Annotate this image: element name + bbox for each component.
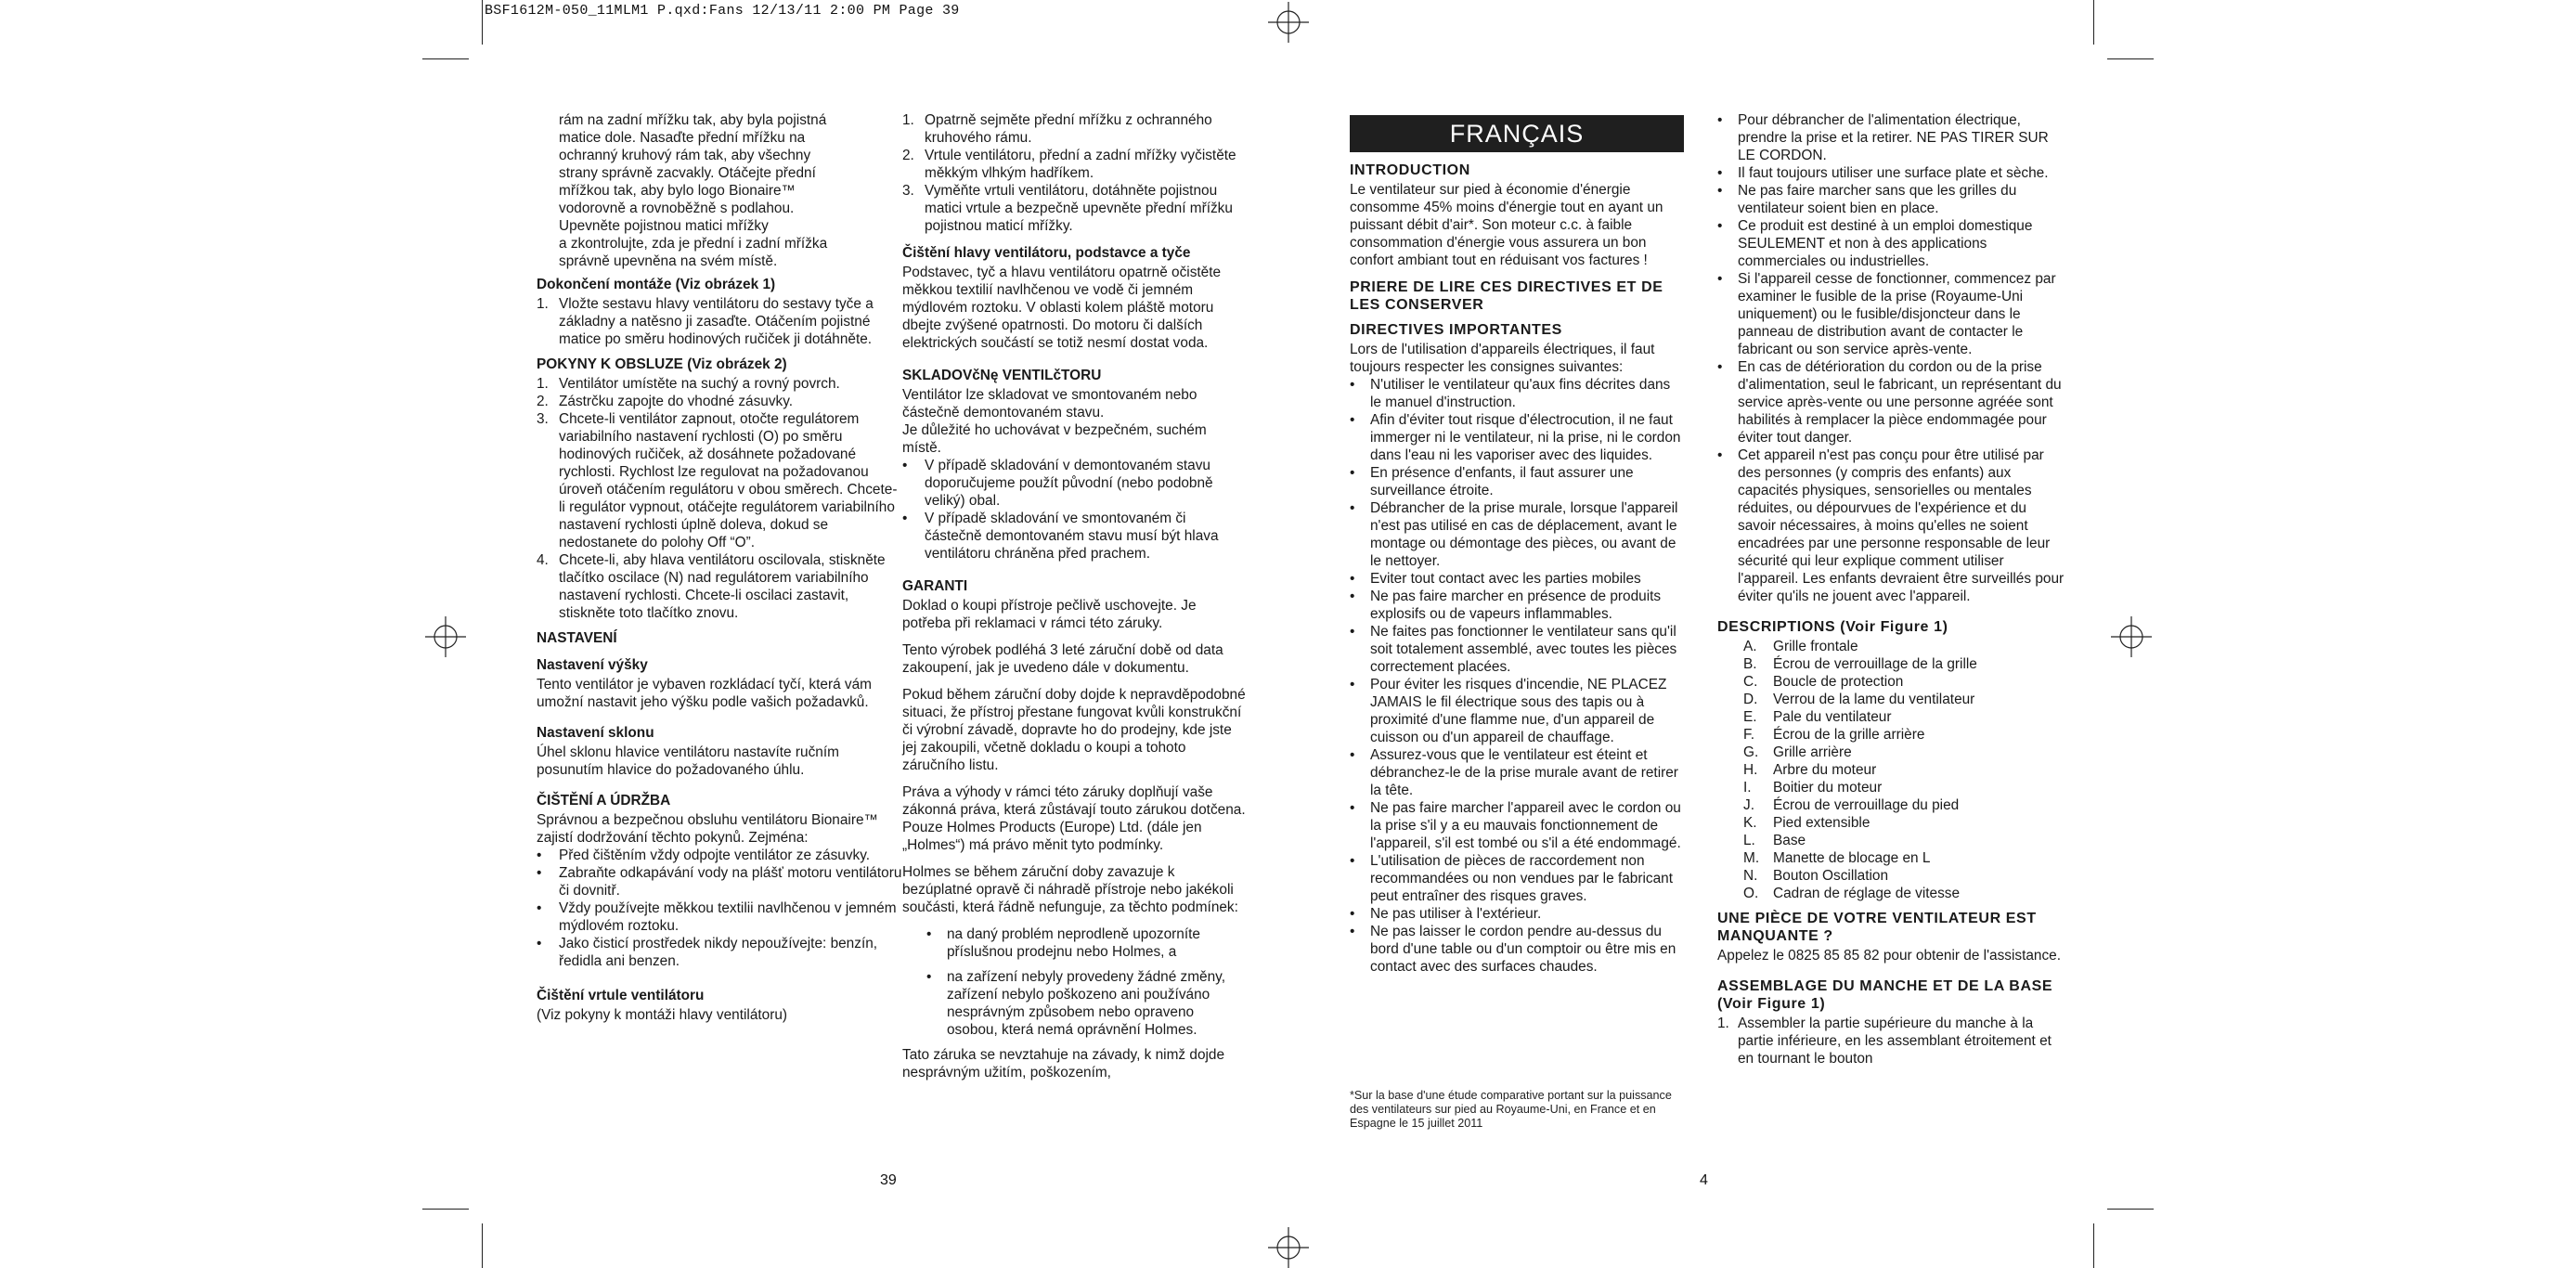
list-item: L. Base [1743, 833, 1806, 848]
heading-descriptions: DESCRIPTIONS (Voir Figure 1) [1717, 619, 1948, 635]
paragraph-garanti-4: Práva a výhody v rámci této záruky doplňují vaše zákonná práva, která zůstávají touto zárukou dotčena. Pouze Holmes Products (Europe) Ltd. (dále jen „Holmes“) má právo měnit tyto podmínky. [902, 784, 1246, 853]
list-item: 3. Chcete-li ventilátor zapnout, otočte regulátorem variabilního nastavení rychlosti (O) po směru hodinových ručiček, až dosáhnete požadované rychlosti. Rychlost lze regulovat na požadovanou úroveň otáčením regulátoru v obou směrech. Chcete-li regulátor vypnout, otáčejte regulátorem variabilního nastavení rychlosti úplně doleva, dokud se nedostanete do polohy Off “O”. [537, 411, 898, 550]
list-item: • na daný problém neprodleně upozorníte příslušnou prodejnu nebo Holmes, a [926, 926, 1200, 960]
registration-mark-left [425, 616, 466, 657]
heading-directives: DIRECTIVES IMPORTANTES [1350, 322, 1562, 338]
list-item: • Ce produit est destiné à un emploi domestique SEULEMENT et non à des applications commerciales ou industrielles. [1717, 218, 2033, 269]
list-item: 1. Assembler la partie supérieure du manche à la partie inférieure, en les assemblant étroitement et en tournant le bouton [1717, 1016, 2052, 1067]
heading-piece-manquante: UNE PIÈCE DE VOTRE VENTILATEUR EST MANQUANTE ? [1717, 911, 2037, 944]
language-title-banner: FRANÇAIS [1350, 115, 1684, 152]
list-descriptions [1717, 638, 2065, 902]
heading-priere: PRIERE DE LIRE CES DIRECTIVES ET DE LES CONSERVER [1350, 279, 1663, 313]
paragraph-vysky: Tento ventilátor je vybaven rozkládací tyčí, která vám umožní nastavit jeho výšku podle vašich požadavků. [537, 677, 872, 710]
list-item: 3. Vyměňte vrtuli ventilátoru, dotáhněte pojistnou matici vrtule a bezpečně upevněte přední mřížku pojistnou maticí mřížky. [902, 183, 1233, 234]
column-french-2 [1717, 111, 2065, 1075]
paragraph-sklad-2: Je důležité ho uchovávat v bezpečném, suchém místě. [902, 422, 1207, 456]
paragraph-garanti-1: Doklad o koupi přístroje pečlivě uschovejte. Je potřeba při reklamaci v rámci této záruky. [902, 598, 1197, 631]
list-item: 1. Opatrně sejměte přední mřížku z ochranného kruhového rámu. [902, 112, 1212, 146]
list-dokonceni [537, 295, 903, 348]
list-item: I. Boitier du moteur [1743, 780, 1883, 796]
list-item: 2. Vrtule ventilátoru, přední a zadní mřížky vyčistěte měkkým vlhkým hadříkem. [902, 148, 1236, 181]
paragraph-garanti-6: Tato záruka se nevztahuje na závady, k nimž dojde nesprávným užitím, poškozením, [902, 1047, 1225, 1080]
crop-mark [482, 0, 483, 45]
list-item: O. Cadran de réglage de vitesse [1743, 886, 1961, 901]
list-item: H. Arbre du moteur [1743, 762, 1877, 778]
paragraph-introduction: Le ventilateur sur pied à économie d'énergie consomme 45% moins d'énergie tout en ayant un puissant débit d'air*. Son moteur c.c. à faible consommation d'énergie vous assurera un bon confort ambiant tout en réduisant vos factures ! [1350, 182, 1663, 268]
paragraph-garanti-3: Pokud během záruční doby dojde k nepravděpodobné situaci, že přístroj přestane fungovat kvůli konstrukční či výrobní závadě, dopravte ho do prodejny, kde jste jej zakoupili, včetně dokladu o koupi a tohoto záručního listu. [902, 687, 1246, 773]
heading-dokonceni: Dokončení montáže (Viz obrázek 1) [537, 277, 776, 292]
list-item: • Cet appareil n'est pas conçu pour être utilisé par des personnes (y compris des enfants) aux capacités physiques, sensorielles ou mentales réduites, ou dépourvues de l'expérience et du savoir nécessaires, à moins qu'elles ne soient encadrées par une personne responsable de leur sécurité qui leur explique comment utiliser l'appareil. Les enfants devraient être surveillés pour éviter qu'ils ne jouent avec l'appareil. [1717, 447, 2065, 604]
heading-vrtule: Čištění vrtule ventilátoru [537, 988, 705, 1003]
list-item: • N'utiliser le ventilateur qu'aux fins décrites dans le manuel d'instruction. [1350, 377, 1671, 410]
list-item: C. Boucle de protection [1743, 674, 1904, 690]
list-item: • Il faut toujours utiliser une surface plate et sèche. [1717, 165, 2049, 181]
heading-assemblage: ASSEMBLAGE DU MANCHE ET DE LA BASE (Voir Figure 1) [1717, 978, 2053, 1012]
list-item: • na zařízení nebyly provedeny žádné změny, zařízení nebylo poškozeno ani používáno nesprávným způsobem nebo opraveno osobou, která nemá oprávnění Holmes. [926, 969, 1226, 1038]
page-number-right: 4 [1700, 1172, 1708, 1188]
list-garanti [902, 925, 1246, 1039]
list-item: K. Pied extensible [1743, 815, 1871, 831]
list-item: • Ne pas faire marcher l'appareil avec le cordon ou la prise s'il y a eu mauvais fonctionnement de l'appareil, s'il est tombé ou s'il a été endommagé. [1350, 800, 1681, 851]
crop-mark [2093, 0, 2094, 45]
page-number-left: 39 [880, 1172, 897, 1188]
heading-cisteni: ČIŠTĚNÍ A ÚDRŽBA [537, 793, 671, 809]
list-item: E. Pale du ventilateur [1743, 709, 1892, 725]
list-item: • Débrancher de la prise murale, lorsque l'appareil n'est pas utilisé en cas de déplacement, avant le montage ou démontage des pièces, ou avant de le nettoyer. [1350, 500, 1678, 569]
list-item: F. Écrou de la grille arrière [1743, 727, 1925, 743]
list-item: A. Grille frontale [1743, 639, 1858, 654]
list-item: • L'utilisation de pièces de raccordement non recommandées ou non vendues par le fabricant peut entraîner des risques graves. [1350, 853, 1673, 904]
list-assemblage [1717, 1015, 2065, 1067]
crop-mark [482, 1223, 483, 1268]
list-item: • Ne pas faire marcher en présence de produits explosifs ou de vapeurs inflammables. [1350, 589, 1662, 622]
list-item: • Assurez-vous que le ventilateur est éteint et débranchez-le de la prise murale avant de retirer la tête. [1350, 747, 1678, 798]
list-item: 1. Vložte sestavu hlavy ventilátoru do sestavy tyče a základny a natěsno ji zasaďte. Otáčením pojistné matice po směru hodinových ručiček ji dotáhněte. [537, 296, 874, 347]
column-czech-2 [902, 111, 1246, 1091]
paragraph-sklonu: Úhel sklonu hlavice ventilátoru nastavíte ručním posunutím hlavice do požadovaného úhlu. [537, 744, 839, 778]
list-item: • Afin d'éviter tout risque d'électrocution, il ne faut immerger ni le ventilateur, ni la prise, ni le cordon dans l'eau ni les vaporiser avec des liquides. [1350, 412, 1681, 463]
list-pokyny [537, 375, 903, 622]
registration-mark-right [2111, 616, 2152, 657]
list-cisteni [537, 847, 903, 970]
list-item: • Ne pas laisser le cordon pendre au-dessus du bord d'une table ou d'un comptoir ou être mis en contact avec des surfaces chaudes. [1350, 924, 1676, 975]
list-item: 2. Zástrčku zapojte do vhodné zásuvky. [537, 394, 794, 409]
list-item: • Před čištěním vždy odpojte ventilátor ze zásuvky. [537, 847, 871, 863]
paragraph-garanti-5: Holmes se během záruční doby zavazuje k bezúplatné opravě či náhradě přístroje nebo jakékoli součásti, která řádně nefunguje, za těchto podmínek: [902, 864, 1238, 915]
heading-introduction: INTRODUCTION [1350, 162, 1470, 178]
list-item: D. Verrou de la lame du ventilateur [1743, 692, 1975, 707]
list-item: • V případě skladování ve smontovaném či částečně demontovaném stavu musí být hlava ventilátoru chráněna před prachem. [902, 511, 1219, 562]
list-item: • Jako čisticí prostředek nikdy nepoužívejte: benzín, ředidla ani benzen. [537, 936, 878, 969]
printer-slug: BSF1612M-050_11MLM1 P.qxd:Fans 12/13/11 2:00 PM Page 39 [485, 3, 960, 19]
heading-garanti: GARANTI [902, 578, 968, 594]
list-vrtule-steps [902, 111, 1246, 235]
crop-mark [2093, 1223, 2094, 1268]
heading-vysky: Nastavení výšky [537, 657, 648, 673]
list-item: N. Bouton Oscillation [1743, 868, 1889, 884]
footnote: *Sur la base d'une étude comparative portant sur la puissance des ventilateurs sur pied au Royaume-Uni, en France et en Espagne le 15 juillet 2011 [1350, 1089, 1672, 1130]
paragraph-hlavy: Podstavec, tyč a hlavu ventilátoru opatrně očistěte měkkou textilií navlhčenou ve vodě či jemném mýdlovém roztoku. V oblasti kolem pláště motoru dbejte zvýšené opatrnosti. Do motoru či dalších elektrických součástí se totiž nesmí dostat voda. [902, 265, 1222, 351]
list-item: • Ne pas utiliser à l'extérieur. [1350, 906, 1542, 922]
registration-mark-top [1268, 2, 1309, 43]
paragraph-cisteni-intro: Správnou a bezpečnou obsluhu ventilátoru Bionaire™ zajistí dodržování těchto pokynů. Zejména: [537, 812, 878, 846]
paragraph-piece-manquante: Appelez le 0825 85 85 82 pour obtenir de l'assistance. [1717, 948, 2062, 964]
crop-mark [422, 1209, 469, 1210]
heading-sklad: SKLADOVčNę VENTILčTORU [902, 368, 1102, 383]
list-item: • Ne faites pas fonctionner le ventilateur sans qu'il soit totalement assemblé, avec toutes les pièces correctement placées. [1350, 624, 1677, 675]
list-item: B. Écrou de verrouillage de la grille [1743, 656, 1977, 672]
list-directives [1350, 376, 1684, 976]
list-item: • Ne pas faire marcher sans que les grilles du ventilateur soient bien en place. [1717, 183, 2017, 216]
list-item: J. Écrou de verrouillage du pied [1743, 797, 1960, 813]
registration-mark-bottom [1268, 1227, 1309, 1268]
heading-hlavy: Čištění hlavy ventilátoru, podstavce a tyče [902, 245, 1191, 261]
intro-paragraph: rám na zadní mřížku tak, aby byla pojistná matice dole. Nasaďte přední mřížku na ochranný kruhový rám tak, aby všechny strany správně zacvakly. Otáčejte přední mřížkou tak, aby bylo logo Bionaire™ vodorovně a rovnoběžně s podlahou. Upevněte pojistnou matici mřížky a zkontrolujte, zda je přední i zadní mřížka správně upevněna na svém místě. [559, 112, 828, 269]
column-french-1 [1350, 111, 1684, 983]
list-item: • En présence d'enfants, il faut assurer une surveillance étroite. [1350, 465, 1634, 498]
list-sklad [902, 457, 1246, 563]
heading-sklonu: Nastavení sklonu [537, 725, 654, 741]
paragraph-garanti-2: Tento výrobek podléhá 3 leté záruční době od data zakoupení, jak je uvedeno dále v dokumentu. [902, 642, 1223, 676]
paragraph-sklad-1: Ventilátor lze skladovat ve smontovaném nebo částečně demontovaném stavu. [902, 387, 1197, 421]
list-item: 4. Chcete-li, aby hlava ventilátoru oscilovala, stiskněte tlačítko oscilace (N) nad regulátorem variabilního nastavení rychlosti. Chcete-li oscilaci zastavit, stiskněte toto tlačítko znovu. [537, 552, 886, 621]
heading-pokyny: POKYNY K OBSLUZE (Viz obrázek 2) [537, 356, 787, 372]
list-item: • Zabraňte odkapávání vody na plášť motoru ventilátoru či dovnitř. [537, 865, 902, 899]
heading-nastaveni: NASTAVENÍ [537, 630, 617, 646]
crop-mark [2107, 58, 2154, 59]
column-czech-1 [537, 111, 903, 1033]
list-item: • Si l'appareil cesse de fonctionner, commencez par examiner le fusible de la prise (Royaume-Uni uniquement) ou le fusible/disjoncteur dans le panneau de distribution avant de contacter le fabricant ou son service après-vente. [1717, 271, 2056, 357]
list-item: M. Manette de blocage en L [1743, 850, 1931, 866]
list-item: • V případě skladování v demontovaném stavu doporučujeme použít původní (nebo podobně veliký) obal. [902, 458, 1213, 509]
crop-mark [422, 58, 469, 59]
list-item: G. Grille arrière [1743, 744, 1852, 760]
list-item: • Eviter tout contact avec les parties mobiles [1350, 571, 1641, 587]
crop-mark [2107, 1209, 2154, 1210]
list-item: • Pour débrancher de l'alimentation électrique, prendre la prise et la retirer. NE PAS TIRER SUR LE CORDON. [1717, 112, 2049, 163]
paragraph-vrtule: (Viz pokyny k montáži hlavy ventilátoru) [537, 1007, 788, 1023]
list-directives-cont [1717, 111, 2065, 605]
list-item: • Vždy používejte měkkou textilii navlhčenou v jemném mýdlovém roztoku. [537, 900, 897, 934]
list-item: 1. Ventilátor umístěte na suchý a rovný povrch. [537, 376, 840, 392]
list-item: • Pour éviter les risques d'incendie, NE PLACEZ JAMAIS le fil électrique sous des tapis ou à proximité d'une flamme nue, d'un appareil de cuisson ou d'un appareil de chauffage. [1350, 677, 1667, 745]
paragraph-directives-intro: Lors de l'utilisation d'appareils électriques, il faut toujours respecter les consignes suivantes: [1350, 342, 1655, 375]
list-item: • En cas de détérioration du cordon ou de la prise d'alimentation, seul le fabricant, un représentant du service après-vente ou une personne agréée sont habilités à remplacer la pièce endommagée pour éviter tout danger. [1717, 359, 2062, 446]
